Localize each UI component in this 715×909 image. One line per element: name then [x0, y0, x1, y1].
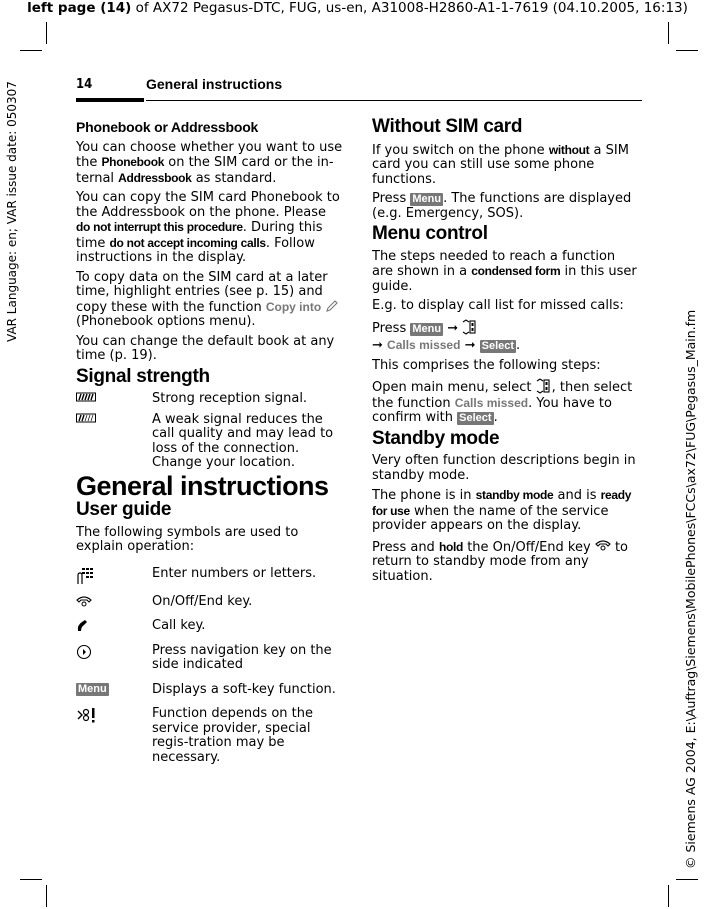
symbol-row [76, 392, 344, 407]
paragraph: Very often function descriptions begin in standby mode. [372, 453, 636, 483]
signal-heading: Signal strength [76, 365, 210, 387]
left-column [76, 120, 344, 771]
without-sim-heading: Without SIM card [372, 116, 523, 137]
symbol-nav-text: Press navigation key on the side indicated [152, 642, 332, 672]
pencil-icon [325, 300, 339, 312]
paragraph: To copy data on the SIM card at a later time, highlight entries (see p. 15) and copy these with the function Copy into (Phonebook options menu). [76, 271, 344, 330]
menu-softkey: Menu [412, 322, 442, 335]
arrow-icon: ➞ [464, 337, 476, 353]
paragraph: The steps needed to reach a function are shown in a condensed form in this user guide. [372, 248, 637, 294]
symbol-call-text: Call key. [152, 618, 206, 633]
print-header-line [0, 0, 715, 16]
call-key-icon [76, 619, 90, 633]
keypad-icon [76, 567, 94, 585]
symbol-row [76, 707, 344, 765]
symbol-row [76, 619, 344, 634]
paragraph: If you switch on the phone without a SIM card you can still use some phone functions. [372, 142, 629, 187]
var-language-note: VAR Language: en; VAR issue date: 050307 [5, 81, 19, 342]
symbol-softkey-text: Displays a soft-key function. [152, 681, 336, 697]
end-key-icon [595, 539, 611, 551]
paragraph: The following symbols are used to explain operation: [76, 524, 299, 554]
signal-weak-text: A weak signal reduces the call quality and may lead to loss of the connection. Change your location. [152, 411, 334, 470]
symbol-onoff-text: On/Off/End key. [152, 593, 253, 609]
crop-mark [676, 879, 698, 880]
signal-weak-icon [76, 413, 96, 423]
user-guide-heading: User guide [76, 499, 172, 520]
header-bar [76, 98, 144, 102]
phonebook-heading: Phonebook or Addressbook [76, 119, 259, 135]
general-instructions-heading: General instructions [76, 470, 329, 501]
crop-mark [668, 22, 669, 44]
paragraph: The phone is in standby mode and is ready for use when the name of the service provider appears on the display. [372, 488, 632, 533]
crop-mark [20, 879, 42, 880]
crop-mark [46, 885, 47, 907]
crop-mark [20, 50, 42, 51]
crop-mark [676, 50, 698, 51]
paragraph: Press Menu ➞ ➞ Calls missed ➞ Select . [372, 320, 521, 353]
header-rule [146, 100, 642, 101]
symbol-provider-text: Function depends on the service provider, special regis-tration may be necessary. [152, 706, 313, 765]
paragraph: You can choose whether you want to use the Phonebook on the SIM card or the in-ternal Addressbook as standard. [76, 139, 343, 186]
provider-dependent-icon [76, 707, 98, 723]
paragraph: Press Menu . The functions are displayed (e.g. Emergency, SOS). [372, 191, 632, 221]
symbol-row [76, 644, 344, 673]
navigation-key-icon [76, 644, 92, 660]
symbol-row [76, 595, 344, 610]
symbol-row [76, 567, 344, 585]
right-column [372, 118, 637, 589]
copyright-path-note: © Siemens AG 2004, E:\Auftrag\Siemens\MobilePhones\FCCs\ax72\FUG\Pegasus_Main.fm [683, 309, 698, 869]
print-header-info: of AX72 Pegasus-DTC, FUG, us-en, A31008-H2860-A1-1-7619 (04.10.2005, 16:13) [131, 0, 688, 16]
paragraph: You can change the default book at any time (p. 19). [76, 333, 335, 363]
crop-mark [46, 22, 47, 44]
symbol-row [76, 683, 344, 698]
paragraph: This comprises the following steps: [372, 357, 601, 373]
paragraph: E.g. to display call list for missed calls: [372, 298, 624, 313]
crop-mark [668, 885, 669, 907]
arrow-icon: ➞ [447, 320, 459, 336]
symbol-keys-text: Enter numbers or letters. [152, 565, 317, 581]
signal-strong-icon [76, 392, 96, 402]
running-title: General instructions [146, 76, 283, 92]
standby-heading: Standby mode [372, 427, 500, 449]
select-softkey: Select [481, 339, 515, 352]
menu-icon [462, 319, 478, 335]
menu-softkey: Menu [412, 193, 442, 205]
symbol-row [76, 413, 344, 471]
menu-softkey-icon: Menu [78, 682, 107, 695]
page-number: 14 [76, 77, 93, 92]
menu-icon [536, 378, 552, 394]
paragraph: You can copy the SIM card Phonebook to the Addressbook on the phone. Please do not interrupt this procedure. During this time do not accept incoming calls. Follow instructions in the display. [76, 190, 340, 265]
menu-control-heading: Menu control [372, 223, 488, 244]
end-key-icon [76, 595, 92, 607]
paragraph: Open main menu, select , then select the function Calls missed. You have to confirm with Select . [372, 380, 633, 425]
paragraph: Press and hold the On/Off/End key to return to standby mode from any situation. [372, 539, 628, 584]
print-header-page: left page (14) [27, 0, 132, 16]
signal-strong-text: Strong reception signal. [152, 391, 308, 406]
select-softkey: Select [459, 412, 492, 424]
arrow-icon: ➞ [372, 337, 383, 353]
